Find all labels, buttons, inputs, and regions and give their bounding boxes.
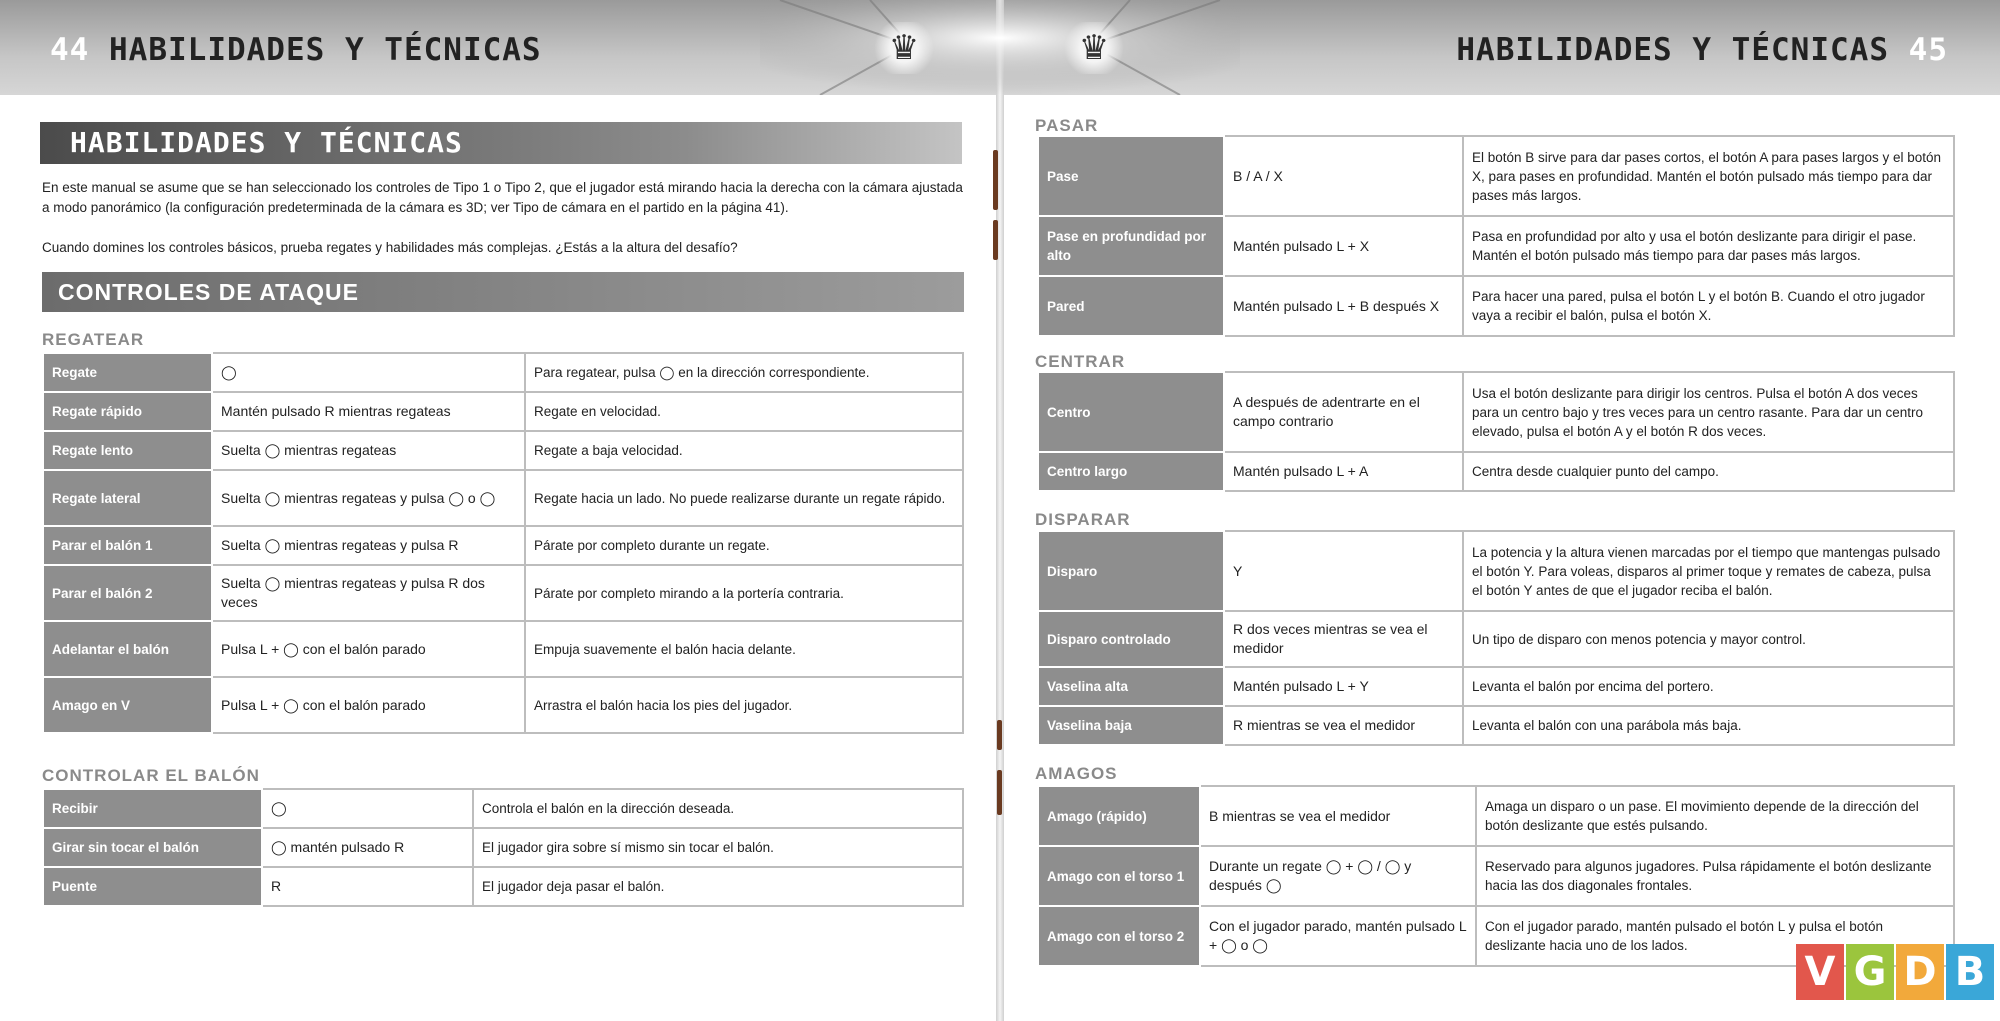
table-row xyxy=(1038,706,1954,745)
control-name: Regate lateral xyxy=(43,470,212,526)
control-name: Vaselina alta xyxy=(1038,667,1224,706)
control-name: Parar el balón 1 xyxy=(43,526,212,565)
table-row xyxy=(1038,611,1954,667)
control-description: La potencia y la altura vienen marcadas por el tiempo que mantengas pulsado el botón Y. Para voleas, disparos al primer toque y remates de cabeza, pulsa el botón Y antes de que el jugador reciba el balón. xyxy=(1463,531,1954,611)
control-name: Vaselina baja xyxy=(1038,706,1224,745)
controls-table xyxy=(1037,135,1955,337)
button-combo: Suelta ◯ mientras regateas xyxy=(212,431,525,470)
watermark-letter: B xyxy=(1946,944,1994,1000)
table-row xyxy=(1038,846,1954,906)
group-heading: CENTRAR xyxy=(1035,352,1126,371)
controls-table xyxy=(1037,530,1955,746)
control-description: Arrastra el balón hacia los pies del jugador. xyxy=(525,677,963,733)
pes-crest-icon: ♛ xyxy=(874,22,934,74)
button-combo: Mantén pulsado L + B después X xyxy=(1224,276,1463,336)
intro-paragraph: Cuando domines los controles básicos, prueba regates y habilidades más complejas. ¿Estás a la altura del desafío? xyxy=(42,240,738,255)
control-name: Centro xyxy=(1038,372,1224,452)
control-description: El botón B sirve para dar pases cortos, el botón A para pases largos y el botón X, para pases en profundidad. Mantén el botón pulsado más tiempo para dar pases más largos. xyxy=(1463,136,1954,216)
section-header: CONTROLES DE ATAQUE xyxy=(42,272,964,312)
button-combo: Mantén pulsado L + A xyxy=(1224,452,1463,491)
intro-paragraph: En este manual se asume que se han seleccionado los controles de Tipo 1 o Tipo 2, que el jugador está mirando hacia la derecha con la cámara ajustada a modo panorámico (la configuración predeterminada de la cámara es 3D; ver Tipo de cámara en el partido en la página 41). xyxy=(42,180,963,215)
control-name: Parar el balón 2 xyxy=(43,565,212,621)
control-description: Un tipo de disparo con menos potencia y mayor control. xyxy=(1463,611,1954,667)
group-heading: AMAGOS xyxy=(1035,764,1118,783)
vgdb-watermark-logo xyxy=(1796,944,1994,1000)
control-description: Para regatear, pulsa ◯ en la dirección correspondiente. xyxy=(525,353,963,392)
button-combo: Pulsa L + ◯ con el balón parado xyxy=(212,621,525,677)
control-description: Regate hacia un lado. No puede realizarse durante un regate rápido. xyxy=(525,470,963,526)
watermark-letter: G xyxy=(1846,944,1894,1000)
control-name: Amago en V xyxy=(43,677,212,733)
control-name: Pared xyxy=(1038,276,1224,336)
control-description: Levanta el balón con una parábola más baja. xyxy=(1463,706,1954,745)
button-combo: Mantén pulsado L + X xyxy=(1224,216,1463,276)
table-row xyxy=(43,828,963,867)
table-row xyxy=(43,353,963,392)
control-name: Disparo controlado xyxy=(1038,611,1224,667)
controls-table xyxy=(42,788,964,907)
watermark-letter: V xyxy=(1796,944,1844,1000)
control-description: Controla el balón en la dirección deseada. xyxy=(473,789,963,828)
control-name: Disparo xyxy=(1038,531,1224,611)
button-combo: A después de adentrarte en el campo contrario xyxy=(1224,372,1463,452)
control-name: Regate xyxy=(43,353,212,392)
button-combo: Mantén pulsado L + Y xyxy=(1224,667,1463,706)
control-name: Recibir xyxy=(43,789,262,828)
control-description: Para hacer una pared, pulsa el botón L y el botón B. Cuando el otro jugador vaya a recibir el balón, pulsa el botón X. xyxy=(1463,276,1954,336)
table-row xyxy=(1038,786,1954,846)
button-combo: Y xyxy=(1224,531,1463,611)
control-description: Amaga un disparo o un pase. El movimiento depende de la dirección del botón deslizante que estés pulsando. xyxy=(1476,786,1954,846)
table-row xyxy=(43,565,963,621)
button-combo: ◯ xyxy=(212,353,525,392)
binder-mark xyxy=(993,150,998,210)
group-heading: DISPARAR xyxy=(1035,510,1131,529)
table-row xyxy=(1038,216,1954,276)
button-combo: Pulsa L + ◯ con el balón parado xyxy=(212,677,525,733)
table-row xyxy=(1038,136,1954,216)
control-description: Pasa en profundidad por alto y usa el botón deslizante para dirigir el pase. Mantén el botón pulsado más tiempo para dar pases más largos. xyxy=(1463,216,1954,276)
control-name: Adelantar el balón xyxy=(43,621,212,677)
table-row xyxy=(43,470,963,526)
table-row xyxy=(1038,452,1954,491)
page-number: 44 xyxy=(50,32,90,68)
table-row xyxy=(43,677,963,733)
control-name: Girar sin tocar el balón xyxy=(43,828,262,867)
control-description: Centra desde cualquier punto del campo. xyxy=(1463,452,1954,491)
binder-mark xyxy=(997,770,1002,815)
page-header-right xyxy=(1456,32,1948,68)
button-combo: R dos veces mientras se vea el medidor xyxy=(1224,611,1463,667)
page-title: HABILIDADES Y TÉCNICAS xyxy=(109,32,542,68)
button-combo: R xyxy=(262,867,473,906)
control-description: El jugador deja pasar el balón. xyxy=(473,867,963,906)
light-burst-graphic xyxy=(760,0,1240,95)
control-description: Regate en velocidad. xyxy=(525,392,963,431)
control-name: Pase xyxy=(1038,136,1224,216)
group-heading: PASAR xyxy=(1035,116,1099,135)
section-banner: HABILIDADES Y TÉCNICAS xyxy=(40,122,962,164)
table-row xyxy=(43,621,963,677)
table-row xyxy=(43,867,963,906)
watermark-letter: D xyxy=(1896,944,1944,1000)
control-description: Regate a baja velocidad. xyxy=(525,431,963,470)
control-name: Amago (rápido) xyxy=(1038,786,1200,846)
control-description: Reservado para algunos jugadores. Pulsa rápidamente el botón deslizante hacia las dos diagonales frontales. xyxy=(1476,846,1954,906)
group-heading: CONTROLAR EL BALÓN xyxy=(42,766,260,785)
control-name: Amago con el torso 2 xyxy=(1038,906,1200,966)
table-row xyxy=(43,392,963,431)
button-combo: Con el jugador parado, mantén pulsado L + ◯ o ◯ xyxy=(1200,906,1476,966)
pes-crest-icon: ♛ xyxy=(1064,22,1124,74)
control-name: Regate rápido xyxy=(43,392,212,431)
table-row xyxy=(1038,531,1954,611)
controls-table xyxy=(1037,371,1955,492)
control-name: Centro largo xyxy=(1038,452,1224,491)
button-combo: R mientras se vea el medidor xyxy=(1224,706,1463,745)
page-number: 45 xyxy=(1908,32,1948,68)
control-description: Párate por completo mirando a la portería contraria. xyxy=(525,565,963,621)
control-name: Regate lento xyxy=(43,431,212,470)
table-row xyxy=(1038,372,1954,452)
page-header-left xyxy=(50,32,542,68)
table-row xyxy=(1038,667,1954,706)
controls-table xyxy=(1037,785,1955,967)
table-row xyxy=(43,789,963,828)
table-row xyxy=(43,526,963,565)
control-name: Pase en profundidad por alto xyxy=(1038,216,1224,276)
control-description: Párate por completo durante un regate. xyxy=(525,526,963,565)
controls-table xyxy=(42,352,964,734)
control-description: Empuja suavemente el balón hacia delante. xyxy=(525,621,963,677)
button-combo: ◯ mantén pulsado R xyxy=(262,828,473,867)
button-combo: ◯ xyxy=(262,789,473,828)
binder-mark xyxy=(993,220,998,260)
control-description: Con el jugador parado, mantén pulsado el botón L y pulsa el botón deslizante hacia uno de los lados. xyxy=(1476,906,1954,966)
button-combo: Mantén pulsado R mientras regateas xyxy=(212,392,525,431)
table-row xyxy=(43,431,963,470)
button-combo: Suelta ◯ mientras regateas y pulsa R dos veces xyxy=(212,565,525,621)
button-combo: Suelta ◯ mientras regateas y pulsa ◯ o ◯ xyxy=(212,470,525,526)
button-combo: B mientras se vea el medidor xyxy=(1200,786,1476,846)
control-name: Puente xyxy=(43,867,262,906)
page-title: HABILIDADES Y TÉCNICAS xyxy=(1456,32,1889,68)
control-description: Usa el botón deslizante para dirigir los centros. Pulsa el botón A dos veces para un centro bajo y tres veces para un centro rasante. Para dar un centro elevado, pulsa el botón A y el botón R dos veces. xyxy=(1463,372,1954,452)
control-description: Levanta el balón por encima del portero. xyxy=(1463,667,1954,706)
control-name: Amago con el torso 1 xyxy=(1038,846,1200,906)
button-combo: B / A / X xyxy=(1224,136,1463,216)
group-heading: REGATEAR xyxy=(42,330,145,349)
control-description: El jugador gira sobre sí mismo sin tocar el balón. xyxy=(473,828,963,867)
button-combo: Suelta ◯ mientras regateas y pulsa R xyxy=(212,526,525,565)
table-row xyxy=(1038,276,1954,336)
button-combo: Durante un regate ◯ + ◯ / ◯ y después ◯ xyxy=(1200,846,1476,906)
binder-mark xyxy=(997,720,1002,750)
